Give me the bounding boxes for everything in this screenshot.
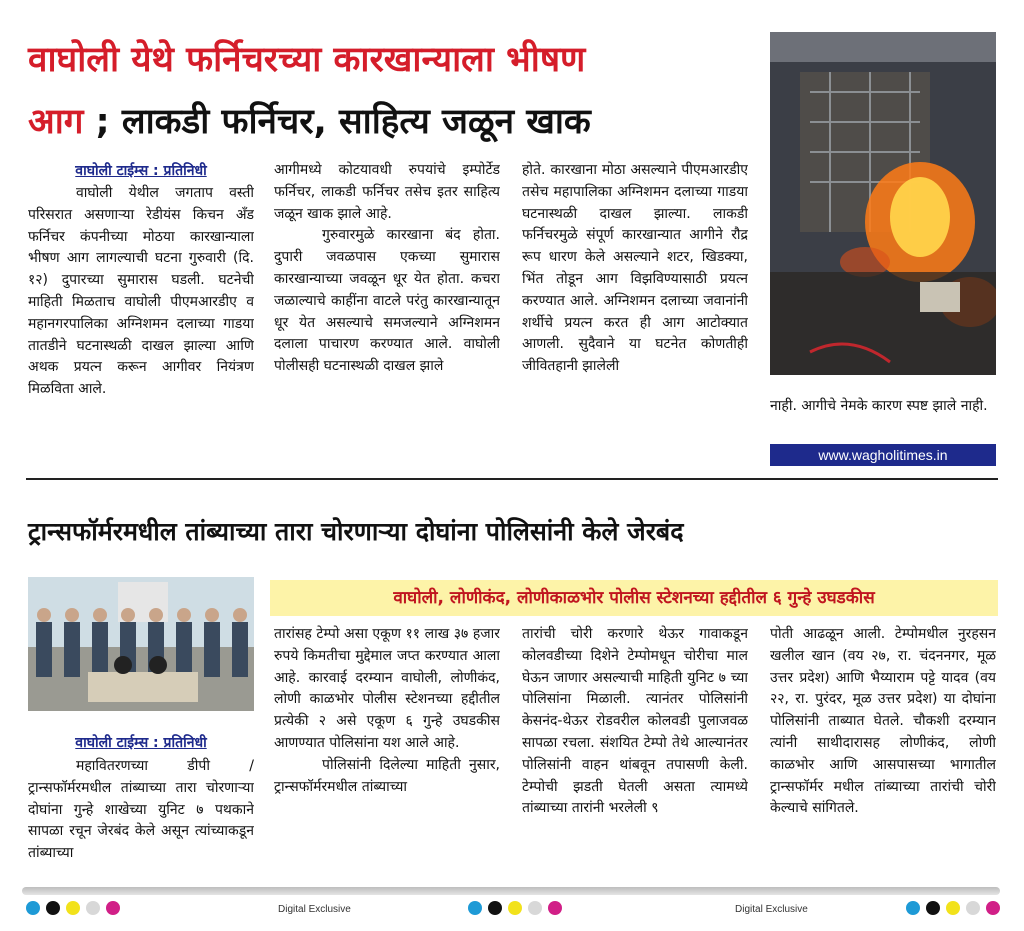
article1-headline-line1: वाघोली येथे फर्निचरच्या कारखान्याला भीषण bbox=[28, 40, 586, 80]
digital-exclusive-label-1: Digital Exclusive bbox=[278, 904, 351, 915]
fire-photo bbox=[770, 32, 996, 375]
color-registration-dots-center bbox=[468, 901, 562, 917]
fire-scene-image bbox=[770, 32, 996, 375]
paragraph: नाही. आगीचे नेमके कारण स्पष्ट झाले नाही. bbox=[770, 398, 988, 414]
article1-column-1 bbox=[28, 183, 254, 473]
color-registration-dots-left bbox=[26, 901, 120, 917]
paragraph: गुरुवारमुळे कारखाना बंद होता. दुपारी जवळपास एकच्या सुमारास कारखान्याच्या जवळून धूर येत होता. कचरा जळाल्याचे काहींना वाटले परंतु कारखान्यातून धूर येत असल्याचे समजल्याने अग्निशमन दलाला पाचारण करण्यात आले. वाघोली पोलीसही घटनास्थळी दाखल झाले bbox=[274, 227, 500, 375]
paragraph: पोलिसांनी दिलेल्या माहिती नुसार, ट्रान्सफॉर्मरमधील तांब्याच्या bbox=[274, 756, 500, 795]
section-divider bbox=[26, 478, 998, 480]
article1-column-2 bbox=[274, 160, 500, 473]
article1-byline: वाघोली टाईम्स : प्रतिनिधी bbox=[75, 163, 207, 179]
headline-highlight: आग bbox=[28, 102, 84, 142]
color-dot bbox=[926, 901, 940, 915]
color-dot bbox=[508, 901, 522, 915]
paragraph: तारांची चोरी करणारे थेऊर गावाकडून कोलवडीच्या दिशेने टेम्पोमधून चोरीचा माल घेऊन जाणार असल्याची माहिती युनिट ७ च्या पोलिसांना मिळाली. त्यानंतर पोलिसांनी केसनंद-थेऊर रोडवरील कोलवडी पुलाजवळ सापळा रचला. संशयित टेम्पो तेथे आल्यानंतर पोलिसांनी वाहन थांबवून तपासणी केली. टेम्पोची झडती घेतली असता त्यामध्ये तांब्याच्या तारांनी भरलेली ९ bbox=[522, 626, 748, 817]
digital-exclusive-label-2: Digital Exclusive bbox=[735, 904, 808, 915]
color-registration-dots-right bbox=[906, 901, 1000, 917]
color-dot bbox=[66, 901, 80, 915]
color-dot bbox=[966, 901, 980, 915]
article2-column-1 bbox=[28, 756, 254, 882]
color-dot bbox=[26, 901, 40, 915]
article2-headline: ट्रान्सफॉर्मरमधील तांब्याच्या तारा चोरणाऱ्या दोघांना पोलिसांनी केले जेरबंद bbox=[28, 517, 684, 546]
paragraph: आगीमध्ये कोटयावधी रुपयांचे इम्पोर्टेड फर्निचर, लाकडी फर्निचर तसेच इतर साहित्य जळून खाक झाले आहे. bbox=[274, 162, 500, 222]
footer-bar bbox=[22, 887, 1000, 895]
paragraph: महावितरणच्या डीपी / ट्रान्सफॉर्मरमधील तांब्याच्या तारा चोरणाऱ्या दोघांना गुन्हे शाखेच्या युनिट ७ पथकाने सापळा रचून जेरबंद केले असून त्यांच्याकडून तांब्याच्या bbox=[28, 758, 254, 862]
color-dot bbox=[946, 901, 960, 915]
article1-column-4 bbox=[770, 396, 996, 442]
article1-column-3 bbox=[522, 160, 748, 473]
article2-column-2 bbox=[274, 624, 500, 882]
paragraph: वाघोली येथील जगताप वस्ती परिसरात असणाऱ्या रेडीयंस किचन अँड फर्निचर कंपनीच्या मोठया कारखान्याला भीषण आग लागल्याची घटना गुरुवारी (दि. १२) दुपारच्या सुमारास घडली. घटनेची माहिती मिळताच वाघोली पीएमआरडीए व महानगरपालिका अग्निशमन दलाच्या गाडया तातडीने घटनास्थळी दाखल झाल्या आणि अथक प्रयत्न करून आगीवर नियंत्रण मिळविता आले. bbox=[28, 185, 254, 398]
website-url-banner[interactable]: www.wagholitimes.in bbox=[770, 444, 996, 466]
color-dot bbox=[86, 901, 100, 915]
police-group-image bbox=[28, 577, 254, 711]
headline-rest: ; लाकडी फर्निचर, साहित्य जळून खाक bbox=[83, 102, 591, 142]
color-dot bbox=[106, 901, 120, 915]
color-dot bbox=[468, 901, 482, 915]
paragraph: पोती आढळून आली. टेम्पोमधील नुरहसन खलील खान (वय २७, रा. चंदननगर, मूळ उत्तर प्रदेश) आणि भैय्याराम पट्टे यादव (वय २२, रा. पुरंदर, मूळ उत्तर प्रदेश) या दोघांना पोलिसांनी ताब्यात घेतले. चौकशी दरम्यान त्यांनी साथीदारासह लोणीकंद, लोणी काळभोर आणि आसपासच्या भागातील ट्रान्सफॉर्मर मधील तांब्याच्या तारांची चोरी केल्याचे सांगितले. bbox=[770, 626, 996, 817]
paragraph: होते. कारखाना मोठा असल्याने पीएमआरडीए तसेच महापालिका अग्निशमन दलाच्या गाडया घटनास्थळी दाखल झाल्या. लाकडी फर्निचरमुळे संपूर्ण कारखान्यात आगीने रौद्र रूप धारण केले असल्याने शटर, खिडक्या, भिंत तोडून आग विझविण्यासाठी प्रयत्न करण्यात आले. अग्निशमन दलाच्या जवानांनी शर्थीचे प्रयत्न करत ही आग आटोक्यात आणली. सुदैवाने या घटनेत कोणतीही जीवितहानी झालेली bbox=[522, 162, 748, 375]
color-dot bbox=[488, 901, 502, 915]
color-dot bbox=[548, 901, 562, 915]
color-dot bbox=[906, 901, 920, 915]
color-dot bbox=[986, 901, 1000, 915]
paragraph: तारांसह टेम्पो असा एकूण ११ लाख ३७ हजार रुपये किमतीचा मुद्देमाल जप्त करण्यात आला आहे. कारवाई दरम्यान वाघोली, लोणीकंद, लोणी काळभोर पोलीस स्टेशनच्या हद्दीतील प्रत्येकी २ असे एकूण ६ गुन्हे उघडकीस आणण्यात पोलिसांना यश आले आहे. bbox=[274, 626, 500, 751]
color-dot bbox=[46, 901, 60, 915]
article2-byline: वाघोली टाईम्स : प्रतिनिधी bbox=[75, 735, 207, 751]
article2-subheadline: वाघोली, लोणीकंद, लोणीकाळभोर पोलीस स्टेशनच्या हद्दीतील ६ गुन्हे उघडकीस bbox=[270, 580, 998, 616]
color-dot bbox=[528, 901, 542, 915]
police-photo bbox=[28, 577, 254, 711]
article2-column-4 bbox=[770, 624, 996, 882]
article2-column-3 bbox=[522, 624, 748, 882]
article1-headline-line2 bbox=[28, 94, 763, 150]
